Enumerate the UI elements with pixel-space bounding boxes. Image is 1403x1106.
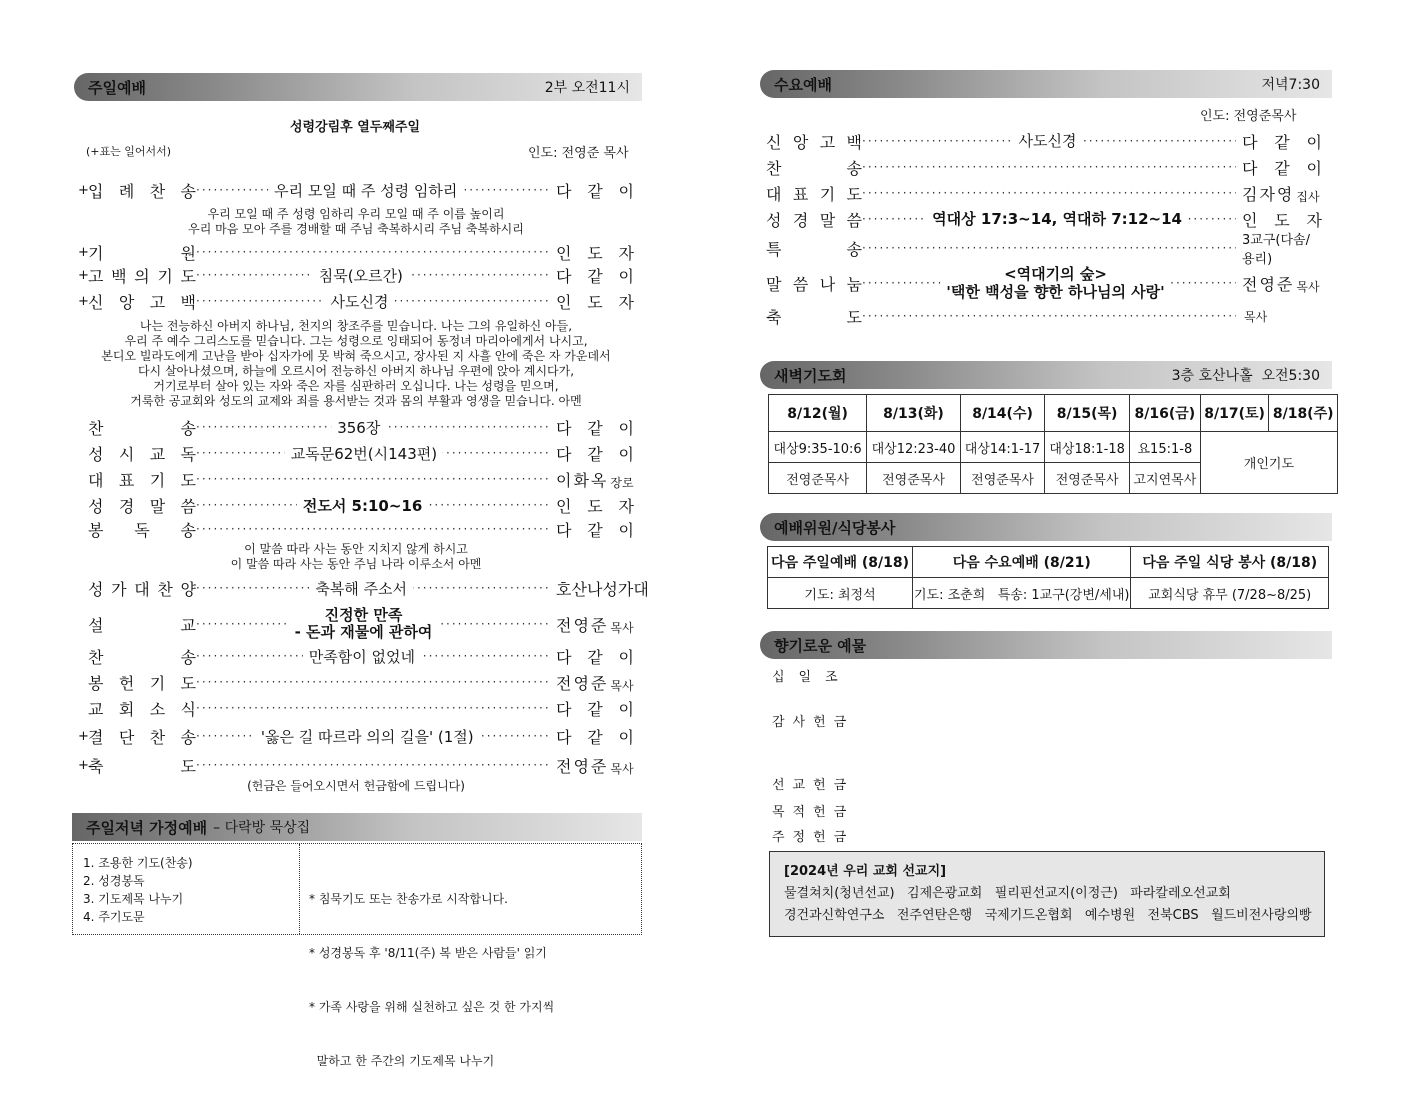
worship-order-row [78,415,634,439]
step: 3. 기도제목 나누기 [83,892,184,906]
order-content: '옳은 길 따르라 의의 길을' (1절) [255,726,480,747]
order-label: 성 시 교 독 [88,444,196,464]
day-cell: 8/14(수) [960,395,1045,432]
order-performer: 인 도 자 [556,496,634,516]
worship-order-row [78,263,634,287]
text-cell: 요15:1-8 [1129,432,1200,463]
leader-cell: 고지연목사 [1129,463,1200,494]
creed-line: 본디오 빌라도에게 고난을 받아 십자가에 못 박혀 죽으시고, 장사된 지 사흘 안에 죽은 자 가운데서 [101,349,611,363]
creed-line: 다시 살아나셨으며, 하늘에 오르시어 전능하신 아버지 하나님 우편에 앉아 계시다가, [137,364,575,378]
missions-title: [2024년 우리 교회 선교지] [784,864,947,879]
order-performer: 호 산 나 성 가 대 [556,579,649,599]
creed-line: 우리 주 예수 그리스도를 믿습니다. 그는 성령으로 잉태되어 동정녀 마리아에게서 나시고, [124,334,588,348]
wednesday-order-row [766,233,1322,267]
evening-subtitle: – 다락방 묵상집 [213,820,311,836]
leader-dots [862,309,1236,323]
evening-steps [83,854,193,926]
leader-dots [196,245,550,259]
order-label: 설 교 [88,615,196,635]
worship-order-row [78,696,634,720]
worship-order-row [78,606,634,641]
offering-note: (헌금은 들어오시면서 헌금함에 드립니다) [247,779,465,793]
guide-line: 말하고 한 주간의 기도제목 나누기 [309,1054,495,1068]
committee-value-row [768,578,1329,609]
day-cell: 8/12(월) [769,395,867,432]
stand-mark: + [78,267,89,283]
leader-dots [862,160,1236,174]
order-performer: 김자영 집사 [1242,184,1320,204]
order-label: 결 단 찬 송 [88,727,196,747]
leader-dots [196,522,550,536]
committee-title: 예배위원/식당봉사 [774,518,896,537]
sunday-title: 주일예배 [88,78,146,97]
step: 1. 조용한 기도(찬송) [83,856,193,870]
dawn-header [760,361,1332,389]
leader-cell: 전영준목사 [867,463,961,494]
order-performer: 다 같 이 [556,727,634,747]
committee-header-row [768,547,1329,578]
order-label: 성 경 말 씀 [88,496,196,516]
order-label: 기 원 [88,243,196,263]
leader-dots [196,675,550,689]
stand-mark: + [78,757,89,773]
wednesday-order-row [766,181,1322,205]
order-performer: 인 도 자 [556,243,634,263]
wednesday-time: 저녁7:30 [1261,77,1320,93]
sunday-header [74,73,642,101]
committee-col: 다음 주일 식당 봉사 (8/18) [1131,547,1329,578]
response-line: 이 말씀 따라 사는 동안 지치지 않게 하시고 [244,542,468,556]
wednesday-order-row [766,304,1322,328]
order-performer: 인 도 자 [1242,210,1322,230]
committee-table [767,546,1329,609]
stand-mark: + [78,244,89,260]
day-cell: 8/13(화) [867,395,961,432]
offering-tithe: 십일조 [772,670,852,685]
worship-order-row [78,289,634,313]
order-performer: 전영준 목사 [1242,274,1320,294]
leader-cell: 전영준목사 [960,463,1045,494]
order-label: 찬 송 [88,418,196,438]
order-performer: 다 같 이 [556,444,634,464]
leader-cell: 전영준목사 [1045,463,1130,494]
order-performer: 목사 [1244,309,1268,324]
text-cell: 대상9:35-10:6 [769,432,867,463]
offerings-header [760,631,1332,659]
sunday-leader: 인도: 전영준 목사 [528,146,629,161]
order-label: 대 표 기 도 [766,184,862,204]
creed-line: 나는 전능하신 아버지 하나님, 천지의 창조주를 믿습니다. 나는 그의 유일하신 아들, [139,319,573,333]
order-performer: 전영준 목사 [556,615,634,635]
step: 2. 성경봉독 [83,874,145,888]
evening-guide [309,854,554,1106]
leader-dots [196,701,550,715]
committee-col: 다음 주일예배 (8/18) [768,547,913,578]
wednesday-order-row [766,129,1322,153]
creed-line: 거룩한 공교회와 성도의 교제와 죄를 용서받는 것과 몸의 부활과 영생을 믿습니다. 아멘 [130,394,582,408]
wednesday-order-row [766,265,1322,301]
stand-mark: + [78,293,89,309]
order-performer: 3교구(다솜/용리) [1242,233,1310,267]
text-cell: 대상18:1-18 [1045,432,1130,463]
worship-order-row [78,576,649,600]
order-label: 신 앙 고 백 [88,292,196,312]
committee-header [760,513,1332,541]
order-content: <역대기의 숲> '택한 백성을 향한 하나님의 사랑' [940,265,1170,301]
missions-box [769,851,1325,937]
order-performer: 다 같 이 [556,418,634,438]
order-content: 사도신경 [325,291,395,312]
order-performer: 전영준 목사 [556,673,634,693]
sunday-time: 2부 오전11시 [544,80,630,96]
guide-line: * 성경봉독 후 '8/11(주) 복 받은 사람들' 읽기 [309,946,547,960]
stand-mark: + [78,182,89,198]
day-cell: 8/16(금) [1129,395,1200,432]
missions-line: 물결쳐치(청년선교) 김제은광교회 필리핀선교지(이정근) 파라칼레오선교회 [784,886,1231,901]
committee-col: 다음 수요예배 (8/21) [913,547,1131,578]
response-line: 이 말씀 따라 사는 동안 주님 나라 이루소서 아멘 [230,557,482,571]
order-label: 교 회 소 식 [88,699,196,719]
order-content: 우리 모일 때 주 성령 임하리 [268,180,463,201]
text-cell: 대상12:23-40 [867,432,961,463]
order-label: 신 앙 고 백 [766,132,862,152]
order-label: 찬 송 [88,647,196,667]
creed-line: 거기로부터 살아 있는 자와 죽은 자를 심판하러 오십니다. 나는 성령을 믿으며, [153,379,559,393]
dawn-title: 새벽기도회 [774,366,847,385]
order-label: 축 도 [766,307,862,327]
order-label: 말 씀 나 눔 [766,274,862,294]
order-performer: 전영준 목사 [556,756,634,776]
order-label: 성 가 대 찬 양 [88,579,196,599]
evening-box [72,843,642,1068]
order-label: 고 백 의 기 도 [88,266,196,286]
offering-thanks: 감사헌금 [772,715,855,730]
order-content: 사도신경 [1013,132,1083,150]
hymn-lyrics [78,207,634,237]
order-label: 봉 독 송 [88,520,196,540]
missions-line: 경건과신학연구소 전주연탄은행 국제기드온협회 예수병원 전북CBS 월드비전사랑의빵 [784,908,1312,923]
order-label: 봉 헌 기 도 [88,673,196,693]
order-label: 특 송 [766,239,862,259]
evening-divider [299,844,300,934]
order-label: 성 경 말 씀 [766,210,862,230]
stand-mark: + [78,728,89,744]
order-performer: 다 같 이 [1242,132,1322,152]
evening-header [72,813,642,841]
committee-value: 기도: 최정석 [768,578,913,609]
order-performer: 다 같 이 [556,520,634,540]
order-performer: 다 같 이 [556,699,634,719]
worship-order-row [78,753,634,777]
offerings-title: 향기로운 예물 [774,636,867,655]
offering-weekly: 주정헌금 [772,830,855,845]
leader-dots [196,472,550,486]
response-lyrics [78,542,634,572]
lyrics-line: 우리 모일 때 주 성령 임하리 우리 모일 때 주 이름 높이리 [207,207,505,221]
day-cell: 8/15(목) [1045,395,1130,432]
worship-order-row [78,240,634,264]
dawn-info: 3층 호산나홀 오전5:30 [1171,368,1320,384]
offering-purpose: 목적헌금 [772,805,855,820]
committee-value: 교회식당 휴무 (7/28~8/25) [1131,578,1329,609]
order-performer: 다 같 이 [556,647,634,667]
committee-value: 기도: 조춘희 특송: 1교구(강변/세내) [913,578,1131,609]
dawn-texts-row [769,432,1338,463]
worship-order-row [78,493,634,517]
order-performer: 인 도 자 [556,292,634,312]
order-content: 만족함이 없었네 [303,646,421,667]
worship-order-row [78,670,634,694]
leader-dots [862,241,1236,255]
order-content: 전도서 5:10~16 [297,495,428,516]
stand-note: (+표는 일어서서) [86,145,172,158]
order-label: 찬 송 [766,158,862,178]
apostles-creed [78,319,634,409]
worship-order-row [78,644,634,668]
wednesday-order-row [766,207,1322,231]
wednesday-leader: 인도: 전영준목사 [1200,109,1297,124]
order-content: 침묵(오르간) [313,265,409,286]
order-content: 축복해 주소서 [309,578,413,599]
offering-mission: 선교헌금 [772,778,855,793]
lyrics-line: 우리 마음 모아 주를 경배할 때 주님 축복하시리 주님 축복하시리 [188,222,524,236]
dawn-days-row [769,395,1338,432]
order-performer: 다 같 이 [556,181,634,201]
day-cell: 8/17(토) [1200,395,1269,432]
evening-title: 주일저녁 가정예배 [86,818,208,837]
order-performer: 다 같 이 [556,266,634,286]
worship-order-row [78,724,634,748]
worship-order-row [78,178,634,202]
leader-dots [862,186,1236,200]
order-performer: 다 같 이 [1242,158,1322,178]
guide-line: * 침묵기도 또는 찬송가로 시작합니다. [309,892,508,906]
order-content: 356장 [331,417,386,438]
weekend-cell: 개인기도 [1200,432,1337,494]
leader-dots [196,758,550,772]
dawn-schedule [768,394,1338,494]
wednesday-header [760,70,1332,98]
worship-order-row [78,467,634,491]
worship-order-row [78,441,634,465]
step: 4. 주기도문 [83,910,145,924]
order-label: 축 도 [88,756,196,776]
order-performer: 이화옥 장로 [556,470,634,490]
text-cell: 대상14:1-17 [960,432,1045,463]
worship-order-row [78,517,634,541]
wednesday-order-row [766,155,1322,179]
wednesday-title: 수요예배 [774,75,832,94]
order-content: 역대상 17:3~14, 역대하 7:12~14 [926,210,1188,228]
sunday-subtitle: 성령강림후 열두째주일 [289,120,421,135]
order-label: 대 표 기 도 [88,470,196,490]
order-content: 교독문62번(시143편) [285,443,443,464]
order-label: 입 례 찬 송 [88,181,196,201]
day-cell: 8/18(주) [1269,395,1338,432]
order-content: 진정한 만족 - 돈과 재물에 관하여 [289,607,439,641]
guide-line: * 가족 사랑을 위해 실천하고 싶은 것 한 가지씩 [309,1000,555,1014]
leader-cell: 전영준목사 [769,463,867,494]
